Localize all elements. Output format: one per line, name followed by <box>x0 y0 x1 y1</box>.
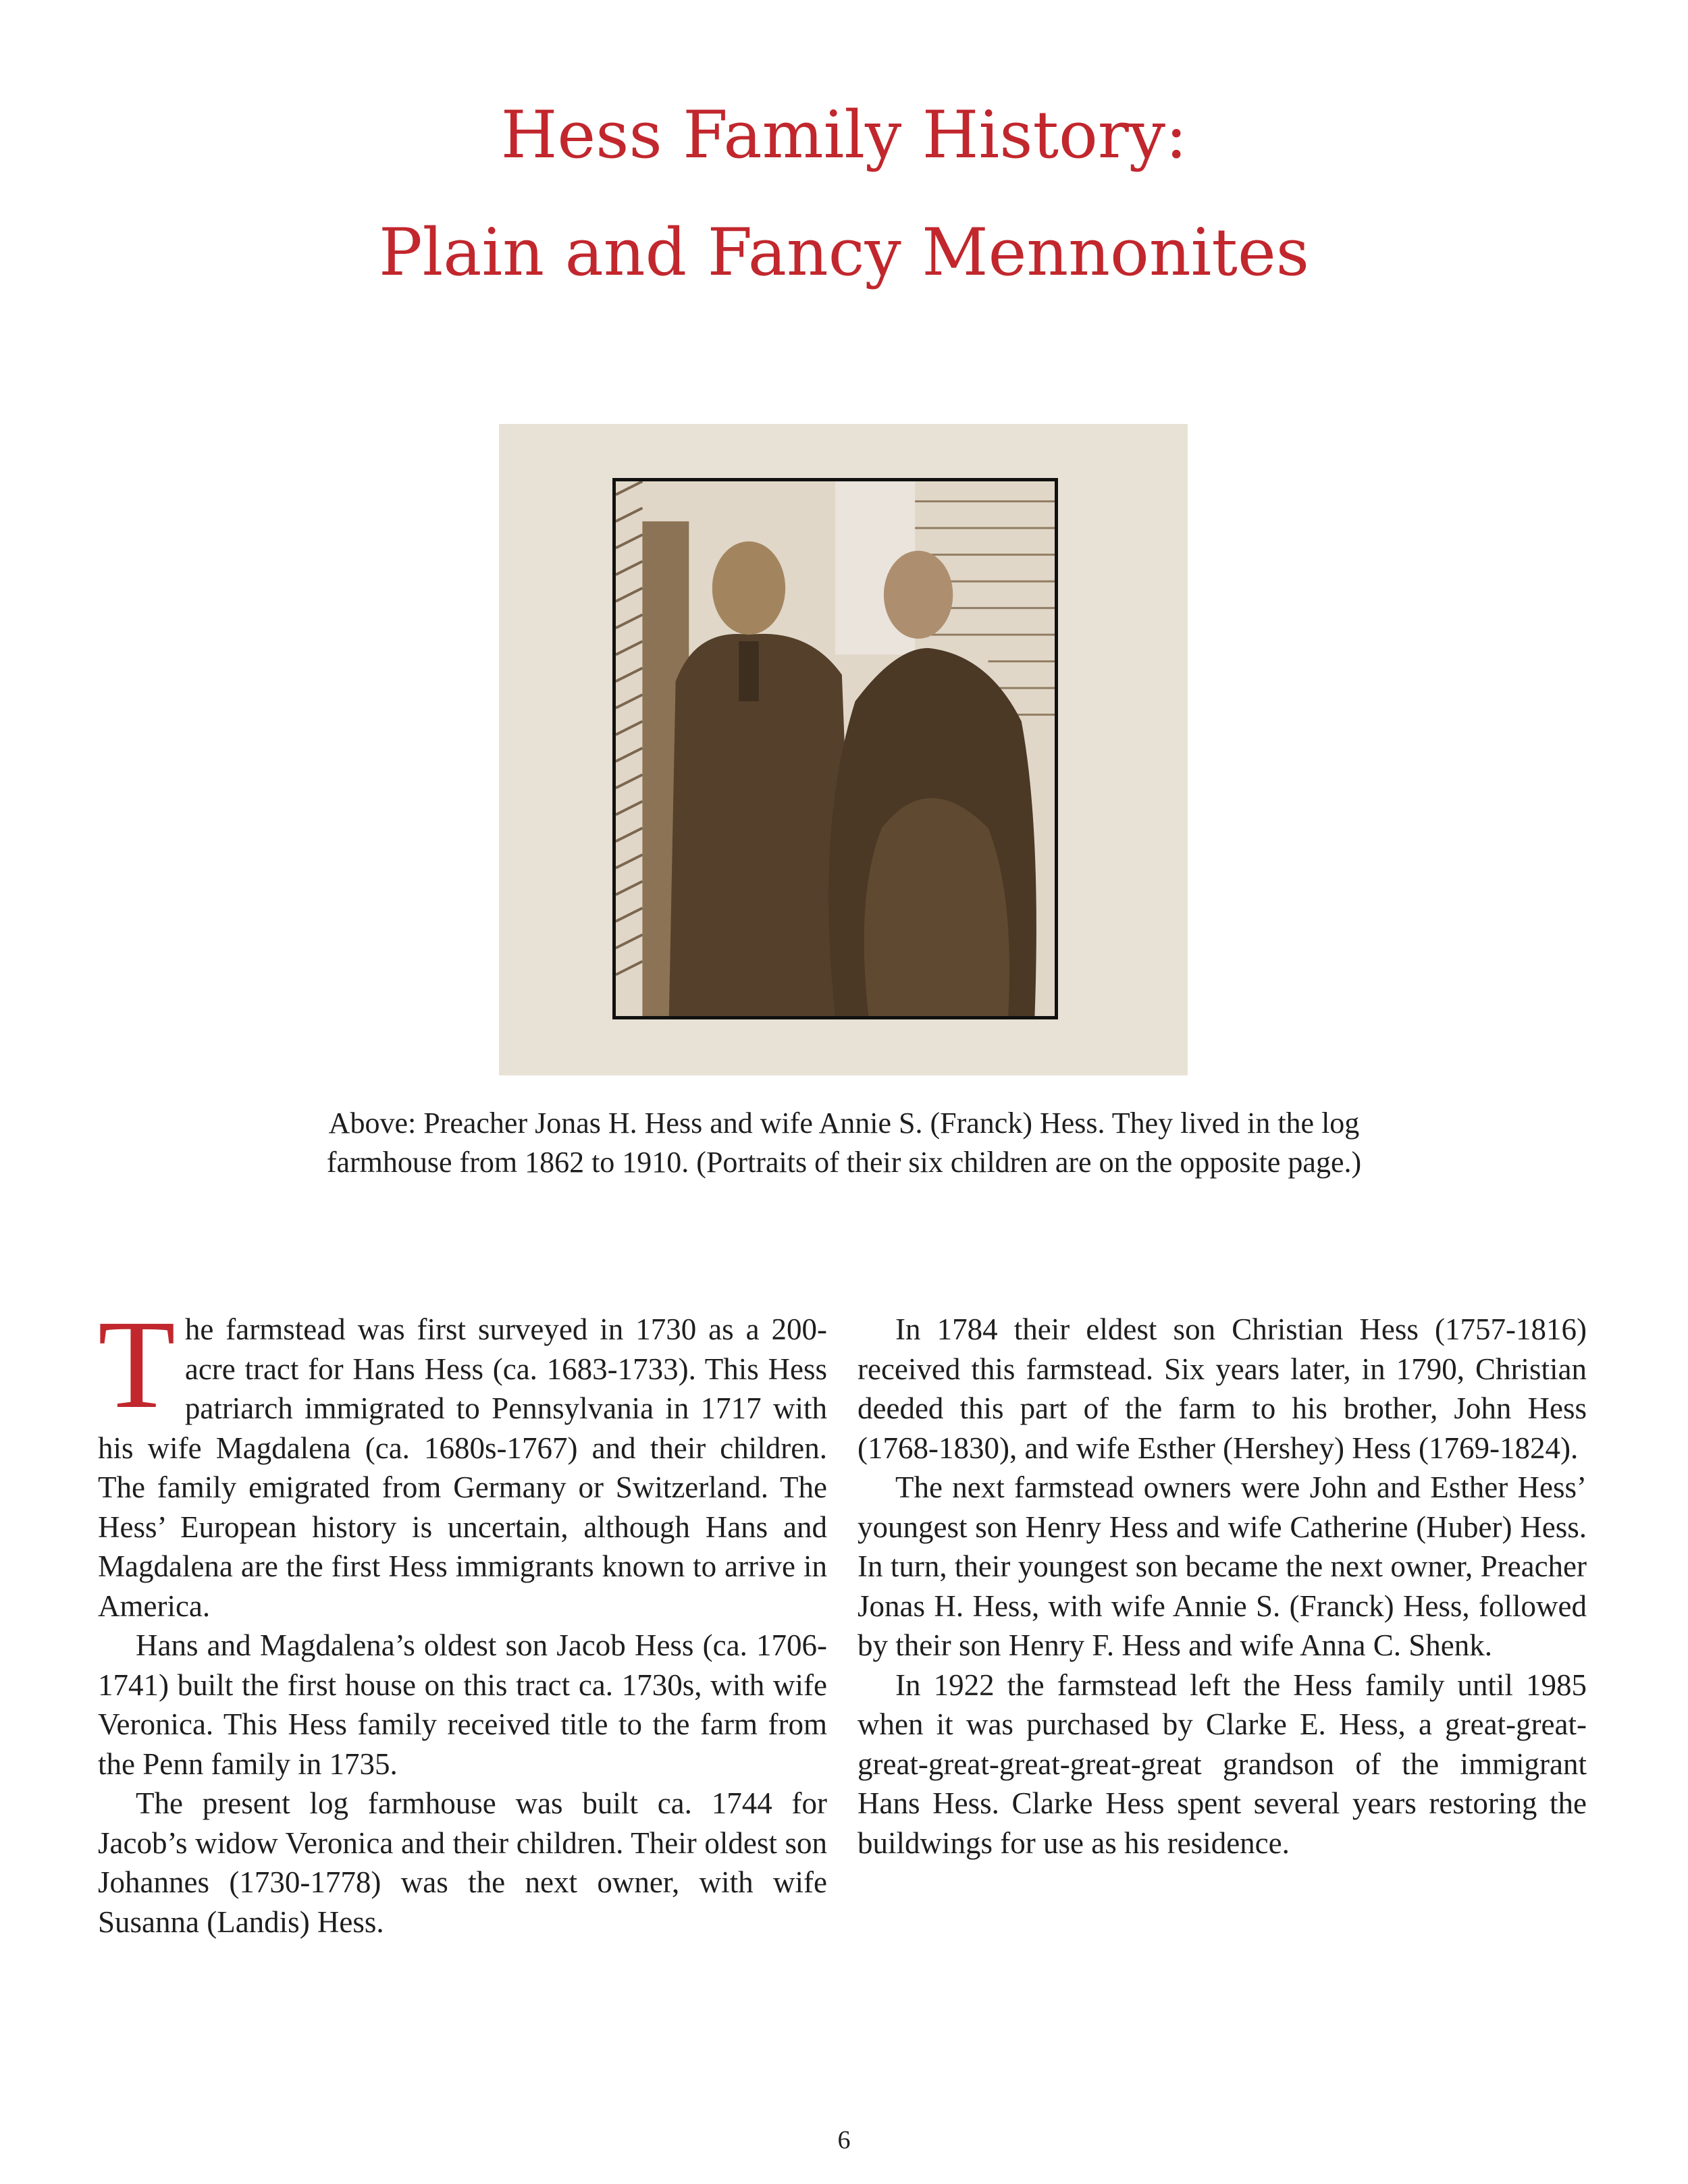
body-paragraph: In 1922 the farmstead left the Hess family until 1985 when it was purchased by Clarke E. Hess, a great-great-great-great-great-great-great grandson of the immigrant Hans Hess. Clarke Hess spent several years restoring the buildwings for use as his residence. <box>858 1668 1587 1860</box>
drop-cap: T <box>98 1294 176 1435</box>
photo-caption-line-1: Above: Preacher Jonas H. Hess and wife Annie S. (Franck) Hess. They lived in the log <box>328 1107 1360 1140</box>
paragraph-text: he farmstead was first surveyed in 1730 as a 200-acre tract for Hans Hess (ca. 1683-1733). This Hess patriarch immigrated to Pennsylvania in 1717 with his wife Magdalena (ca. 1680s-1767) and their children. The family emigrated from Germany or Switzerland. The Hess’ European history is uncertain, although Hans and Magdalena are the first Hess immigrants known to arrive in America. <box>98 1312 827 1623</box>
portrait-illustration <box>616 481 1055 1016</box>
portrait-photo <box>612 478 1058 1019</box>
page-title-line-1: Hess Family History: <box>500 97 1188 173</box>
text-column-right <box>858 1310 1587 1863</box>
page-title-line-2: Plain and Fancy Mennonites <box>378 215 1310 290</box>
photo-caption-line-2: farmhouse from 1862 to 1910. (Portraits of their six children are on the opposite page.) <box>326 1146 1362 1179</box>
body-paragraph: The next farmstead owners were John and Esther Hess’ youngest son Henry Hess and wife Catherine (Huber) Hess. In turn, their youngest son became the next owner, Preacher Jonas H. Hess, with wife Annie S. (Franck) Hess, followed by their son Henry F. Hess and wife Anna C. Shenk. <box>858 1470 1587 1662</box>
text-column-left <box>98 1294 827 1942</box>
body-paragraph: In 1784 their eldest son Christian Hess (1757-1816) received this farmstead. Six years later, in 1790, Christian deeded this part of the farm to his brother, John Hess (1768-1830), and wife Esther (Hershey) Hess (1769-1824). <box>858 1312 1587 1465</box>
body-paragraph <box>98 1294 827 1626</box>
photo-mat <box>499 424 1188 1075</box>
body-paragraph: Hans and Magdalena’s oldest son Jacob Hess (ca. 1706-1741) built the first house on this tract ca. 1730s, with wife Veronica. This Hess family received title to the farm from the Penn family in 1735. <box>98 1628 827 1781</box>
page-number: 6 <box>837 2126 851 2154</box>
body-paragraph: The present log farmhouse was built ca. 1744 for Jacob’s widow Veronica and their children. Their oldest son Johannes (1730-1778) was the next owner, with wife Susanna (Landis) Hess. <box>98 1786 827 1939</box>
